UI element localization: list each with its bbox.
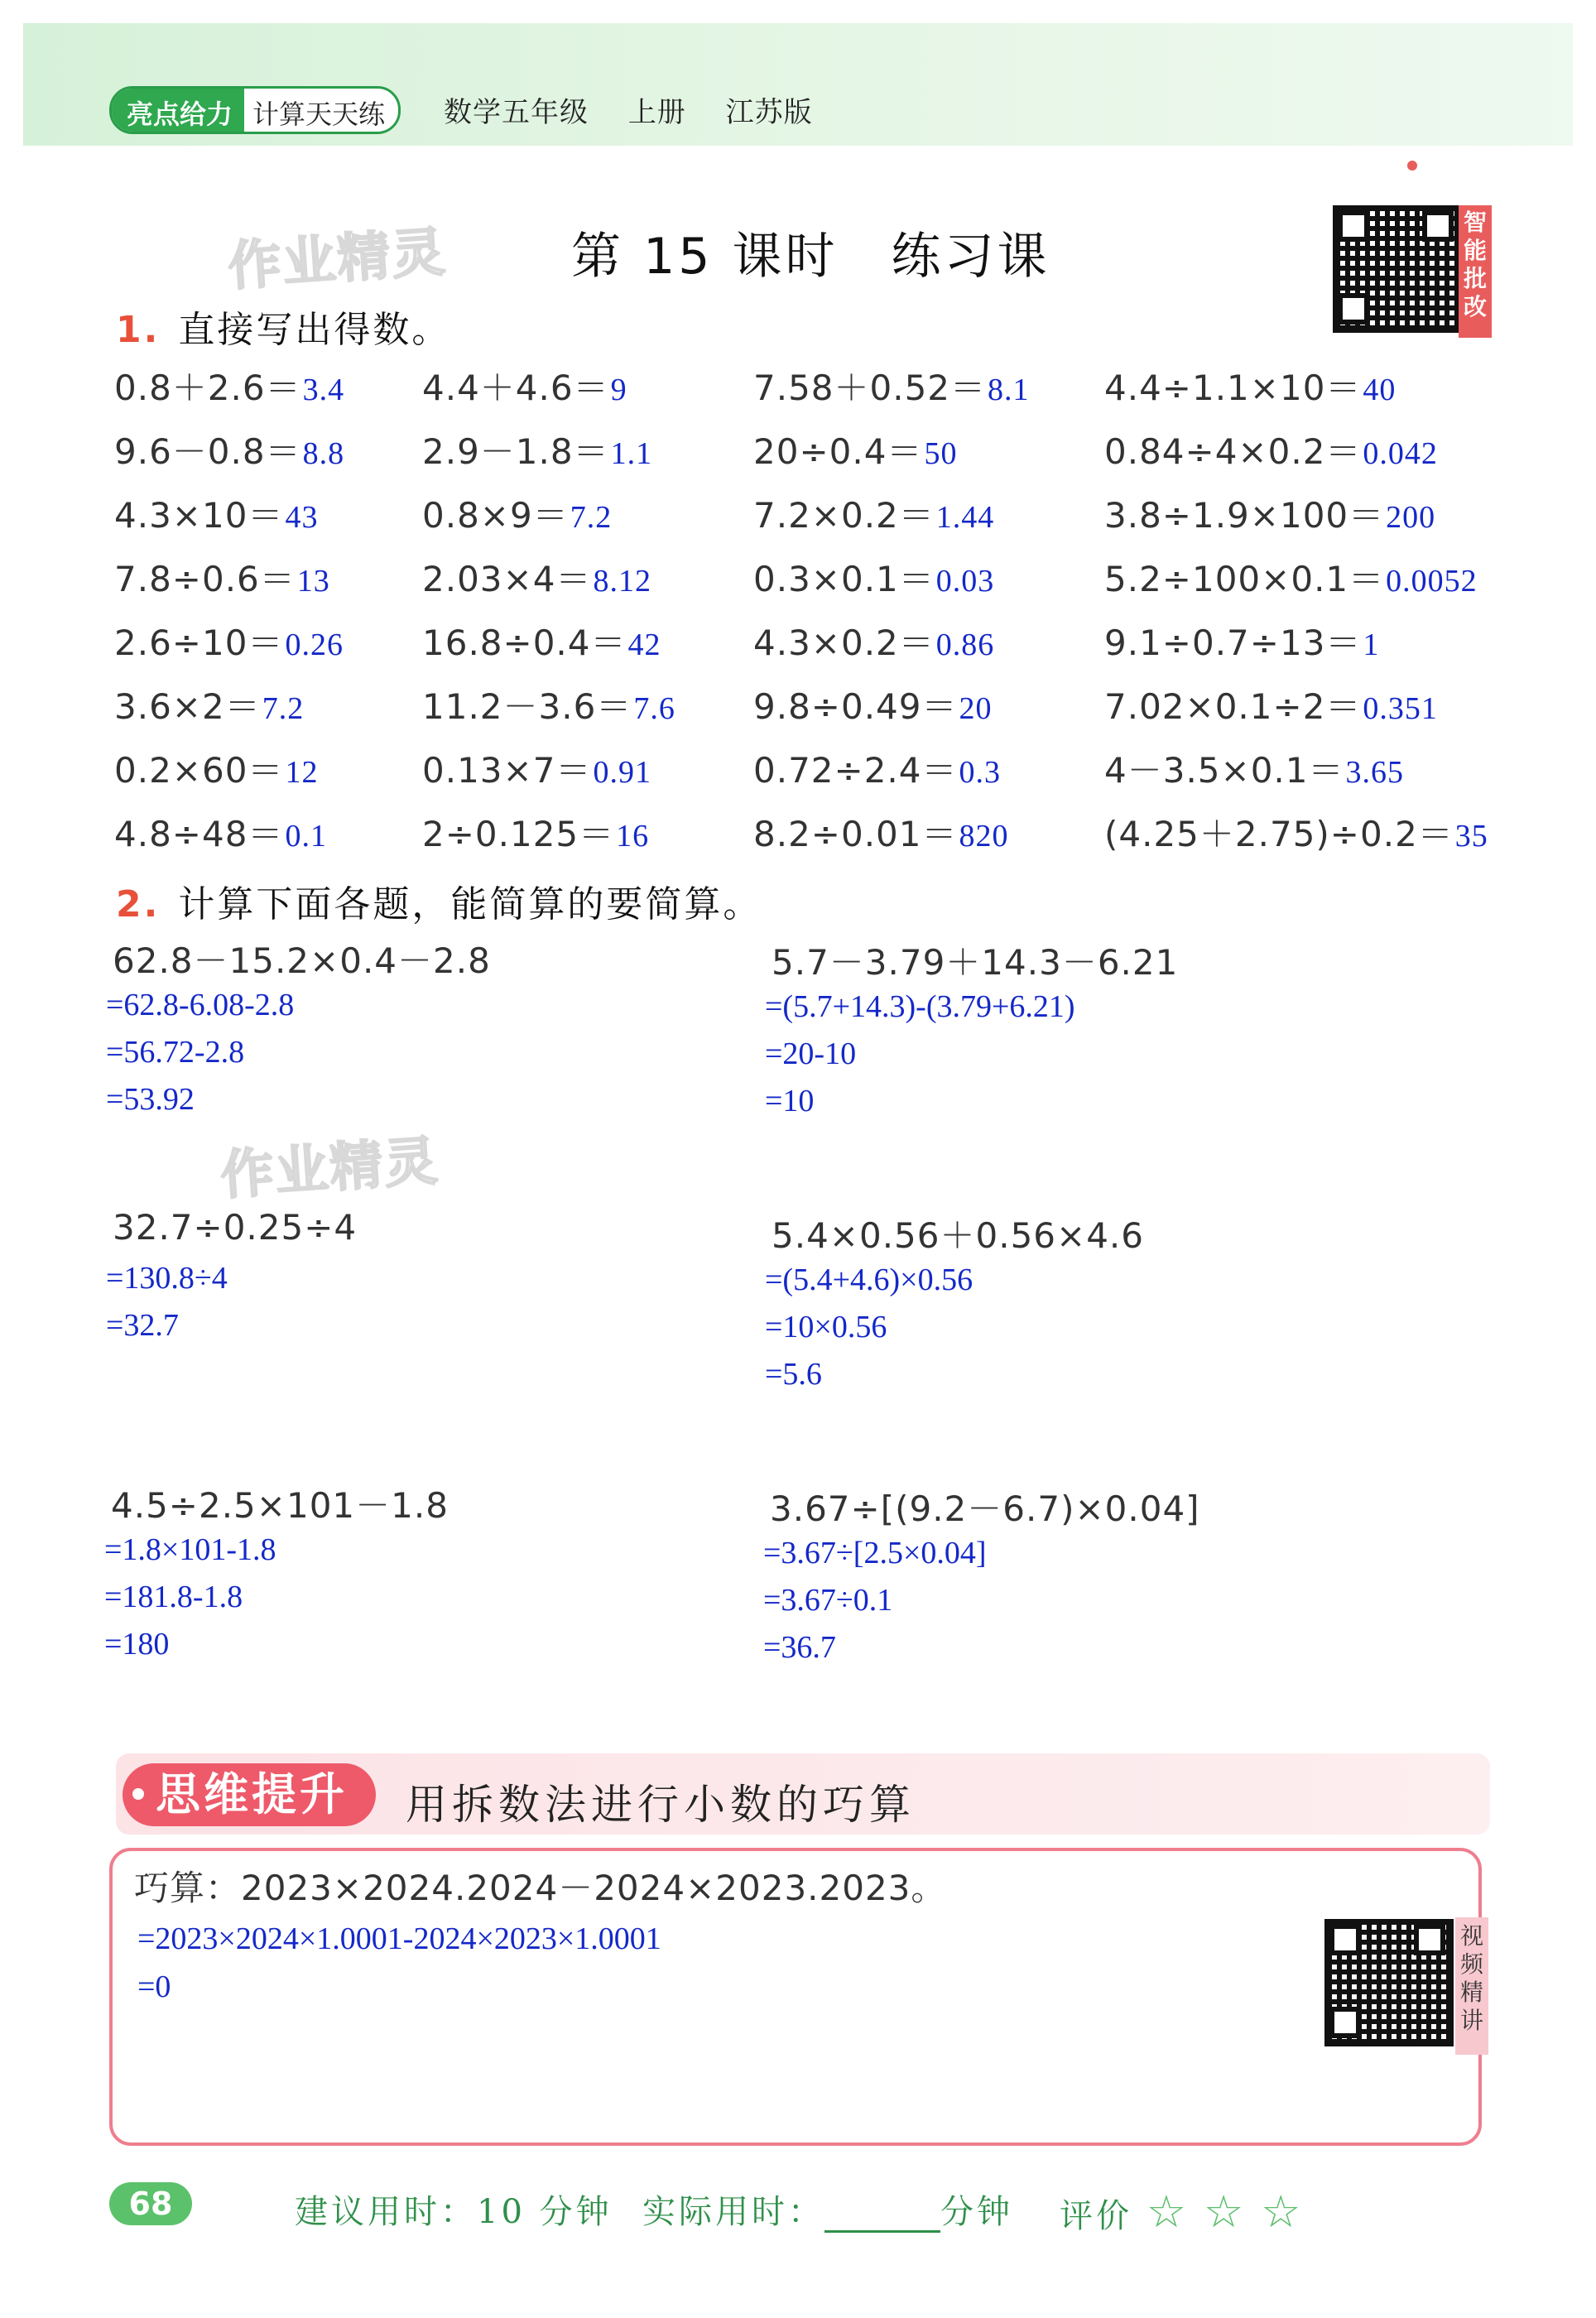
problem-expression: 4.3×0.2＝: [753, 623, 935, 663]
mental-math-item: [1104, 425, 1438, 474]
mental-math-item: [422, 743, 651, 793]
problem-expression: 2÷0.125＝: [422, 814, 615, 854]
mental-math-item: [114, 488, 318, 538]
handwritten-answer: 1.1: [610, 436, 653, 471]
handwritten-answer: 0.86: [935, 628, 995, 662]
handwritten-answer: 0.26: [285, 628, 344, 662]
handwritten-answer: 50: [924, 436, 958, 471]
book-volume: 上册: [627, 96, 686, 129]
book-edition: 江苏版: [725, 96, 813, 129]
handwritten-answer: 0.1: [285, 819, 327, 854]
problem-expression: 9.8÷0.49＝: [753, 686, 958, 727]
problem-expression: 3.67÷[(9.2－6.7)×0.04]: [770, 1488, 1200, 1529]
problem-row: [0, 743, 1596, 793]
handwritten-answer: 12: [285, 755, 319, 790]
problem-expression: 4.4＋4.6＝: [422, 368, 609, 408]
mental-math-item: [422, 552, 651, 602]
mental-math-item: [753, 425, 957, 474]
mental-math-item: [753, 743, 1001, 793]
problem-expression: 4－3.5×0.1＝: [1104, 750, 1344, 791]
mental-math-item: [114, 616, 344, 666]
problem-row: [0, 680, 1596, 729]
suggested-time: 建议用时：10 分钟: [295, 2193, 613, 2231]
book-info: [444, 89, 843, 130]
handwritten-answer: 3.4: [302, 373, 345, 407]
rating-label: 评价: [1060, 2197, 1132, 2235]
lesson-title: 第 15 课时 练习课: [571, 228, 1050, 286]
problem-row: [0, 425, 1596, 474]
thinking-step: =0: [137, 1969, 171, 2004]
actual-time: [642, 2186, 1013, 2233]
handwritten-answer: 200: [1386, 500, 1436, 535]
mental-math-item: [1104, 807, 1488, 857]
star-icon[interactable]: ☆: [1146, 2186, 1190, 2238]
handwritten-answer: 40: [1363, 373, 1396, 407]
actual-time-unit: 分钟: [940, 2193, 1013, 2231]
problem-expression: 5.4×0.56＋0.56×4.6: [772, 1215, 1145, 1256]
qr-code-icon[interactable]: [1324, 1919, 1454, 2046]
badge-dot-icon: [132, 1788, 144, 1800]
problem-expression: 5.2÷100×0.1＝: [1104, 559, 1385, 599]
problem-expression: 20÷0.4＝: [753, 431, 923, 472]
handwritten-step: =1.8×101-1.8: [104, 1532, 276, 1567]
problem-row: [0, 616, 1596, 666]
handwritten-step: =180: [104, 1627, 170, 1662]
mental-math-item: [1104, 616, 1379, 666]
problem-expression: 9.6－0.8＝: [114, 431, 301, 472]
problem-expression: 4.8÷48＝: [114, 814, 284, 854]
handwritten-answer: 8.12: [593, 564, 651, 599]
thinking-step: =2023×2024×1.0001-2024×2023×1.0001: [137, 1921, 661, 1956]
problem-expression: 8.2÷0.01＝: [753, 814, 958, 854]
mental-math-item: [753, 488, 994, 538]
problem-expression: 0.3×0.1＝: [753, 559, 935, 599]
handwritten-answer: 16: [616, 819, 650, 854]
section-1-number: 1.: [116, 309, 161, 351]
handwritten-step: =10×0.56: [765, 1310, 887, 1344]
problem-expression: 3.6×2＝: [114, 686, 261, 727]
problem-expression: 0.8×9＝: [422, 495, 569, 536]
handwritten-step: =53.92: [106, 1082, 195, 1117]
mental-math-item: [1104, 680, 1438, 729]
handwritten-step: =32.7: [106, 1308, 179, 1343]
mental-math-item: [114, 743, 318, 793]
handwritten-step: =3.67÷[2.5×0.04]: [763, 1536, 987, 1570]
handwritten-step: =20-10: [765, 1036, 857, 1071]
handwritten-step: =5.6: [765, 1357, 822, 1392]
problem-expression: 0.8＋2.6＝: [114, 368, 301, 408]
mental-math-item: [753, 680, 993, 729]
problem-expression: 7.2×0.2＝: [753, 495, 935, 536]
watermark: 作业精灵: [219, 1130, 441, 1208]
brand-logo: [109, 86, 401, 134]
star-icon[interactable]: ☆: [1203, 2186, 1247, 2238]
handwritten-answer: 8.8: [302, 436, 345, 471]
handwritten-answer: 0.91: [593, 755, 651, 790]
problem-expression: 0.72÷2.4＝: [753, 750, 958, 791]
mental-math-item: [114, 680, 304, 729]
problem-row: [0, 361, 1596, 411]
handwritten-step: =(5.7+14.3)-(3.79+6.21): [765, 989, 1075, 1024]
problem-expression: 7.02×0.1÷2＝: [1104, 686, 1362, 727]
problem-expression: 4.4÷1.1×10＝: [1104, 368, 1362, 408]
handwritten-answer: 0.0052: [1386, 564, 1478, 599]
hanger-pin-icon: [1407, 161, 1417, 171]
problem-expression: 2.6÷10＝: [114, 623, 284, 663]
mental-math-item: [1104, 552, 1478, 602]
problem-expression: 11.2－3.6＝: [422, 686, 632, 727]
handwritten-answer: 42: [627, 628, 661, 662]
mental-math-item: [753, 616, 994, 666]
handwritten-step: =36.7: [763, 1630, 836, 1665]
handwritten-step: =181.8-1.8: [104, 1580, 243, 1614]
section-2-heading: [116, 874, 762, 927]
problem-expression: 4.5÷2.5×101－1.8: [111, 1485, 449, 1526]
mental-math-item: [114, 425, 344, 474]
brand-name-a: 亮点给力: [112, 89, 244, 132]
thinking-badge: 思维提升: [123, 1763, 376, 1826]
handwritten-step: =130.8÷4: [106, 1261, 228, 1296]
thinking-title: 用拆数法进行小数的巧算: [406, 1781, 916, 1829]
handwritten-step: =10: [765, 1084, 815, 1118]
mental-math-item: [422, 616, 661, 666]
mental-math-item: [114, 552, 330, 602]
problem-expression: 3.8÷1.9×100＝: [1104, 495, 1385, 536]
handwritten-answer: 35: [1454, 819, 1488, 854]
handwritten-answer: 43: [285, 500, 319, 535]
handwritten-answer: 13: [296, 564, 330, 599]
handwritten-answer: 7.2: [262, 691, 305, 726]
handwritten-step: =62.8-6.08-2.8: [106, 988, 295, 1022]
actual-time-blank[interactable]: [824, 2197, 940, 2233]
mental-math-item: [753, 807, 1009, 857]
handwritten-step: =56.72-2.8: [106, 1035, 245, 1070]
handwritten-step: =3.67÷0.1: [763, 1583, 893, 1618]
problem-row: [0, 807, 1596, 857]
mental-math-item: [1104, 361, 1396, 411]
problem-expression: (4.25＋2.75)÷0.2＝: [1104, 814, 1454, 854]
handwritten-answer: 0.351: [1363, 691, 1438, 726]
handwritten-step: =(5.4+4.6)×0.56: [765, 1262, 973, 1297]
problem-expression: 7.58＋0.52＝: [753, 368, 987, 408]
problem-expression: 2.03×4＝: [422, 559, 592, 599]
handwritten-answer: 820: [959, 819, 1009, 854]
mental-math-item: [422, 807, 649, 857]
handwritten-answer: 1: [1363, 628, 1380, 662]
handwritten-answer: 3.65: [1345, 755, 1405, 790]
mental-math-item: [1104, 488, 1435, 538]
handwritten-answer: 0.3: [959, 755, 1002, 790]
problem-expression: 32.7÷0.25÷4: [113, 1207, 358, 1248]
watermark: 作业精灵: [226, 221, 449, 299]
star-icon[interactable]: ☆: [1261, 2186, 1305, 2238]
rating: [1060, 2186, 1304, 2238]
problem-expression: 2.9－1.8＝: [422, 431, 609, 472]
problem-expression: 4.3×10＝: [114, 495, 284, 536]
problem-expression: 7.8÷0.6＝: [114, 559, 296, 599]
mental-math-item: [114, 361, 344, 411]
actual-time-label: 实际用时：: [642, 2193, 824, 2231]
handwritten-answer: 0.042: [1363, 436, 1438, 471]
brand-name-b: 计算天天练: [252, 99, 386, 130]
section-2-title: 计算下面各题，能简算的要简算。: [178, 883, 762, 926]
handwritten-answer: 8.1: [988, 373, 1030, 407]
problem-row: [0, 552, 1596, 602]
handwritten-answer: 7.6: [633, 691, 675, 726]
mental-math-item: [753, 361, 1030, 411]
problem-expression: 62.8－15.2×0.4－2.8: [113, 940, 491, 981]
page-number: 68: [109, 2182, 192, 2225]
section-1-heading: [116, 300, 450, 353]
section-2-number: 2.: [116, 883, 161, 926]
problem-row: [0, 488, 1596, 538]
mental-math-item: [422, 425, 652, 474]
mental-math-item: [422, 680, 675, 729]
problem-expression: 0.2×60＝: [114, 750, 284, 791]
section-1-title: 直接写出得数。: [178, 309, 451, 351]
handwritten-answer: 7.2: [570, 500, 613, 535]
problem-expression: 9.1÷0.7÷13＝: [1104, 623, 1362, 663]
handwritten-answer: 1.44: [935, 500, 995, 535]
mental-math-item: [422, 361, 627, 411]
problem-expression: 0.13×7＝: [422, 750, 592, 791]
mental-math-item: [1104, 743, 1404, 793]
qr-tag-video: 视 频 精 讲: [1455, 1917, 1488, 2055]
thinking-question: 巧算：2023×2024.2024－2024×2023.2023。: [134, 1868, 947, 1908]
problem-expression: 16.8÷0.4＝: [422, 623, 627, 663]
mental-math-item: [422, 488, 612, 538]
mental-math-item: [114, 807, 327, 857]
problem-expression: 5.7－3.79＋14.3－6.21: [772, 942, 1179, 983]
handwritten-answer: 9: [610, 373, 627, 407]
mental-math-item: [753, 552, 994, 602]
qr-code-icon[interactable]: [1333, 205, 1462, 333]
problem-expression: 0.84÷4×0.2＝: [1104, 431, 1362, 472]
book-subject: 数学五年级: [444, 96, 589, 129]
qr-tag-grading: 智 能 批 改: [1459, 205, 1492, 338]
handwritten-answer: 20: [959, 691, 993, 726]
handwritten-answer: 0.03: [935, 564, 995, 599]
